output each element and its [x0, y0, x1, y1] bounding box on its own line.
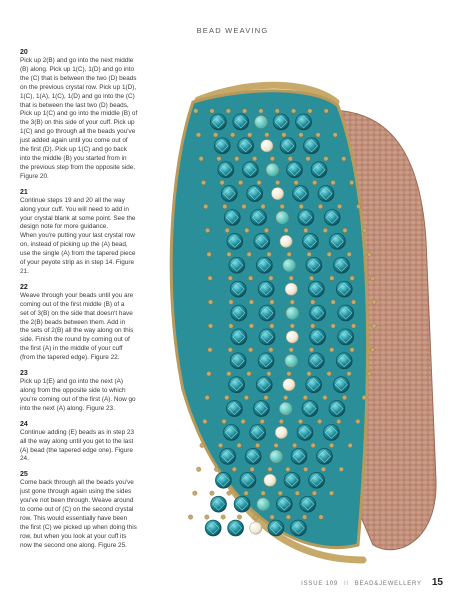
issue-label: ISSUE 109	[301, 581, 339, 587]
step-number: 23	[20, 370, 28, 378]
page-number: 15	[431, 577, 443, 588]
step-20	[20, 48, 168, 182]
step-22	[20, 283, 168, 363]
step-text: Pick up 1(E) and go into the next (A) along from the opposite side to which you're coming out of the first (A). Now go into the next (A) along. Figure 23.	[20, 378, 136, 412]
step-23	[20, 369, 168, 414]
page-footer	[301, 577, 443, 588]
step-24	[20, 420, 168, 465]
step-text: Come back through all the beads you've just gone through again using the sides you've not been through. Weave around to come out of (C) on the second crystal row. This would essentially have been the first (C) we picked up when doing this row, but when you look at your cuff its now the second one along. Figure 25.	[20, 479, 137, 549]
instructions-column	[20, 48, 168, 557]
step-number: 25	[20, 471, 28, 479]
step-25	[20, 470, 168, 550]
step-text: Continue steps 19 and 20 all the way along your cuff. You will need to add in your crystal blank at some point. See the design note for more guidance. When you're putting your last crystal row on, instead of picking up the (A) bead, use the single (A) from the tapered piece of your peyote strip as in step 14. Figure 21.	[20, 196, 136, 275]
separator: ǀǀ	[344, 581, 349, 587]
step-number: 24	[20, 420, 28, 428]
section-label: BEAD WEAVING	[196, 26, 269, 35]
step-number: 21	[20, 188, 28, 196]
step-number: 22	[20, 283, 28, 291]
step-21	[20, 188, 168, 277]
step-number: 20	[20, 49, 28, 56]
beaded-cuff-photo	[158, 40, 458, 585]
magazine-name: BEAD&JEWELLERY	[354, 581, 422, 587]
step-text: Pick up 2(B) and go into the next middle (B) along. Pick up 1(C), 1(D) and go into the (C) that is between the two (D) beads on the previous crystal row. Pick up 1(D), 1(C), 1(A), 1(C), 1(D) and go into the (C) that is between the last two (D) beads, Pick up 1(C) and go into the middle (B) of the 3(B) on this side of your cuff. Pick up 1(C) and go through all the beads you've just added again until you come out of the first (D). Pick up 1(C) and go back into the middle (B) you started from in the previous step from the opposite side. Figure 20.	[20, 57, 138, 180]
step-text: Continue adding (E) beads as in step 23 all the way along until you get to the last (A) bead (the tapered edge one). Figure 24.	[20, 428, 135, 463]
step-text: Weave through your beads until you are coming out of the first middle (B) of a set of 3(B) on the side that doesn't have the 2(B) beads between them. Add in the sets of 2(B) all the way along on this side. Finish the round by coming out of the first (A) in the middle of your cuff (from the tapered edge). Figure 22.	[20, 291, 134, 362]
